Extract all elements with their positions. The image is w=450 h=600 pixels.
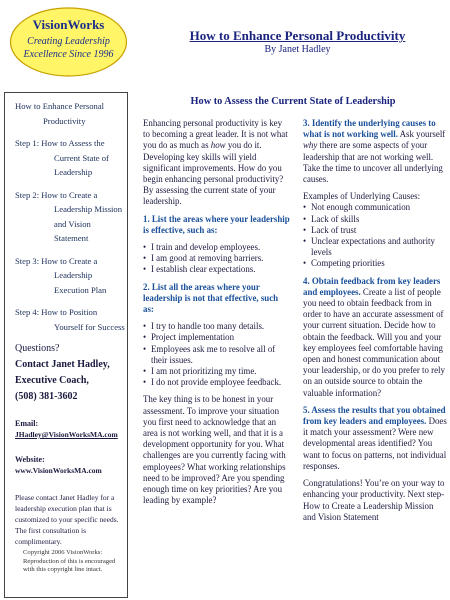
copyright-note: Copyright 2006 VisionWorks: Reproduction of this is encouraged with this copyright line intact. (23, 549, 116, 573)
left-column (143, 118, 291, 513)
list-item: • I am good at removing barriers. (143, 253, 291, 264)
list-item: • Not enough communication (303, 202, 448, 213)
toc-item-step3[interactable]: Step 3: How to Create a Leadership Execution Plan (15, 255, 107, 295)
main-content (140, 96, 447, 522)
list-item: • I do not provide employee feedback. (143, 377, 291, 388)
website-link[interactable]: www.VisionWorksMA.com (15, 466, 102, 475)
step3-paragraph: 3. Identify the underlying causes to what is not working well. Ask yourself why there are some aspects of your leadership that are not working well. Take the time to uncover all underlying causes. (303, 118, 446, 185)
step2-heading: 2. List all the areas where your leadership is not that effective, such as: (143, 281, 279, 315)
closing-paragraph: Congratulations! You’re on your way to enhancing your productivity. Next step-How to Create a Leadership Mission and Vision Statement (303, 478, 445, 522)
step1-list (143, 242, 291, 276)
brand-tagline-1: Creating Leadership (27, 36, 110, 47)
toc-item-step4[interactable]: Step 4: How to Position Yourself for Success (15, 307, 125, 332)
list-item: • Project implementation (143, 332, 291, 343)
toc-item-intro[interactable]: How to Enhance Personal Productivity (15, 101, 105, 126)
list-item: • I am not prioritizing my time. (143, 366, 291, 377)
list-item: • I try to handle too many details. (143, 321, 291, 332)
list-item: • Competing priorities (303, 258, 448, 269)
step5-paragraph: 5. Assess the results that you obtained from key leaders and employees. Does it match your assessment? Were new developmental areas identified? You want to focus on patterns, not individual responses. (303, 404, 447, 471)
section-heading: How to Assess the Current State of Leadership (190, 96, 396, 107)
list-item: • Unclear expectations and authority levels (303, 236, 448, 258)
brand-tagline-2: Excellence Since 1996 (23, 49, 114, 60)
step4-paragraph: 4. Obtain feedback from key leaders and employees. Create a list of people you need to obtain feedback from in order to have an accurate assessment of your current situation. Decide how to obtain the feedback. Will you and your key employees feel comfortable having open and honest communication about your leadership, or do you prefer to rely on an outside source to obtain the valuable information? (303, 275, 445, 398)
right-column (303, 118, 448, 529)
examples-list (303, 202, 448, 269)
list-item: • Lack of trust (303, 225, 448, 236)
questions-label: Questions? (15, 343, 60, 354)
website-label: Website: (15, 455, 45, 464)
byline: By Janet Hadley (264, 44, 331, 55)
list-item: • Employees ask me to resolve all of their issues. (143, 344, 291, 366)
examples-label: Examples of Underlying Causes: (303, 191, 421, 202)
sidebar (4, 92, 128, 598)
contact-title: Executive Coach, (15, 375, 89, 386)
list-item: • Lack of skills (303, 214, 448, 225)
logo (7, 4, 130, 86)
toc-item-step2[interactable]: Step 2: How to Create a Leadership Mission and Vision Statement (15, 189, 123, 243)
intro-paragraph: Enhancing personal productivity is key to becoming a great leader. It is not what you do as much as how you do it. Developing key skills will yield significant improvements. How do you begin enhancing personal productivity? By assessing the current state of your leadership. (143, 118, 288, 207)
step1-heading: 1. List the areas where your leadership is effective, such as: (143, 213, 290, 235)
key-paragraph: The key thing is to be honest in your assessment. To improve your situation you first need to acknowledge that an area is not working well, and that it is a development opportunity for you. What challenges are you currently facing with employees? What working relationships need to be improved? Are you spending enough time on key priorities? Are you leading by example? (143, 394, 286, 506)
toc-item-step1[interactable]: Step 1: How to Assess the Current State of Leadership (15, 138, 109, 177)
list-item: • I establish clear expectations. (143, 264, 291, 275)
brand-name: VisionWorks (32, 17, 105, 32)
contact-name: Contact Janet Hadley, (15, 359, 110, 370)
page-title: How to Enhance Personal Productivity (189, 28, 406, 43)
email-label: Email: (15, 419, 39, 428)
consultation-note: Please contact Janet Hadley for a leadership execution plan that is customized to your specific needs. The first consultation is complimentary. (15, 493, 119, 546)
contact-phone: (508) 381-3602 (15, 391, 78, 402)
email-link[interactable]: JHadley@VisionWorksMA.com (15, 430, 118, 439)
list-item: • I train and develop employees. (143, 242, 291, 253)
step2-list (143, 321, 291, 388)
